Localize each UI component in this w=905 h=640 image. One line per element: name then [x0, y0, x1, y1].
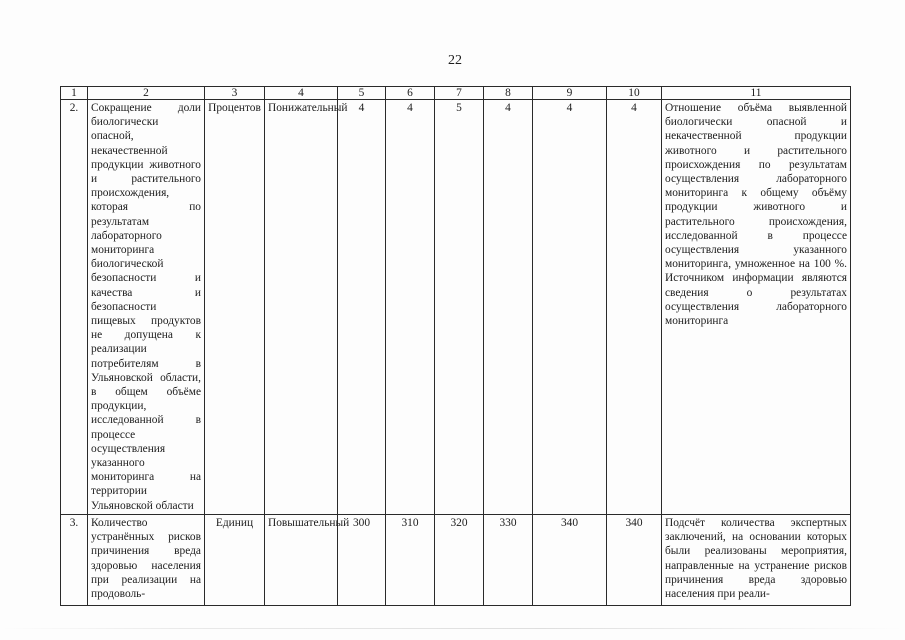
column-header: 5 [338, 87, 386, 100]
column-header: 7 [435, 87, 484, 100]
value-cell: 4 [484, 100, 533, 515]
indicator-name: Количество устранённых рисков причинения вреда здоровью населения при реализации на продоволь- [88, 514, 205, 605]
column-header: 3 [205, 87, 265, 100]
value-cell: 340 [607, 514, 662, 605]
column-header: 11 [662, 87, 851, 100]
row-number: 2. [61, 100, 88, 515]
value-cell: 330 [484, 514, 533, 605]
value-cell: 4 [338, 100, 386, 515]
value-cell: 310 [386, 514, 435, 605]
trend-direction: Понижательный [265, 100, 338, 515]
value-cell: 4 [533, 100, 607, 515]
table-row [61, 100, 851, 515]
page-number: 22 [448, 53, 462, 68]
unit-of-measure: Процентов [205, 100, 265, 515]
calculation-method: Отношение объёма выявленной биологически опасной и некачественной продукции животного и растительного происхождения по результатам осуществления лабораторного мониторинга к общему объёму продукции животного и растительного происхождения, исследованной в процессе осуществления указанного мониторинга, умноженное на 100 %. Источником информации являются сведения о результатах осуществления лабораторного мониторинга [662, 100, 851, 515]
column-header: 9 [533, 87, 607, 100]
value-cell: 300 [338, 514, 386, 605]
column-header: 6 [386, 87, 435, 100]
indicator-name: Сокращение доли биологически опасной, некачественной продукции животного и растительного происхождения, которая по результатам лабораторного мониторинга биологической безопасности и качества и безопасности пищевых продуктов не допущена к реализации потребителям в Ульяновской области, в общем объёме продукции, исследованной в процессе осуществления указанного мониторинга на территории Ульяновской области [88, 100, 205, 515]
calculation-method: Подсчёт количества экспертных заключений, на основании которых были реализованы мероприятия, направленные на устранение рисков причинения вреда здоровью населения при реали- [662, 514, 851, 605]
table-row [61, 514, 851, 605]
value-cell: 320 [435, 514, 484, 605]
value-cell: 5 [435, 100, 484, 515]
indicators-table [60, 86, 851, 606]
row-number: 3. [61, 514, 88, 605]
column-number-row [61, 87, 851, 100]
value-cell: 340 [533, 514, 607, 605]
value-cell: 4 [607, 100, 662, 515]
scan-artifact-line [0, 628, 905, 629]
trend-direction: Повышательный [265, 514, 338, 605]
column-header: 2 [88, 87, 205, 100]
column-header: 10 [607, 87, 662, 100]
column-header: 1 [61, 87, 88, 100]
value-cell: 4 [386, 100, 435, 515]
unit-of-measure: Единиц [205, 514, 265, 605]
column-header: 8 [484, 87, 533, 100]
column-header: 4 [265, 87, 338, 100]
